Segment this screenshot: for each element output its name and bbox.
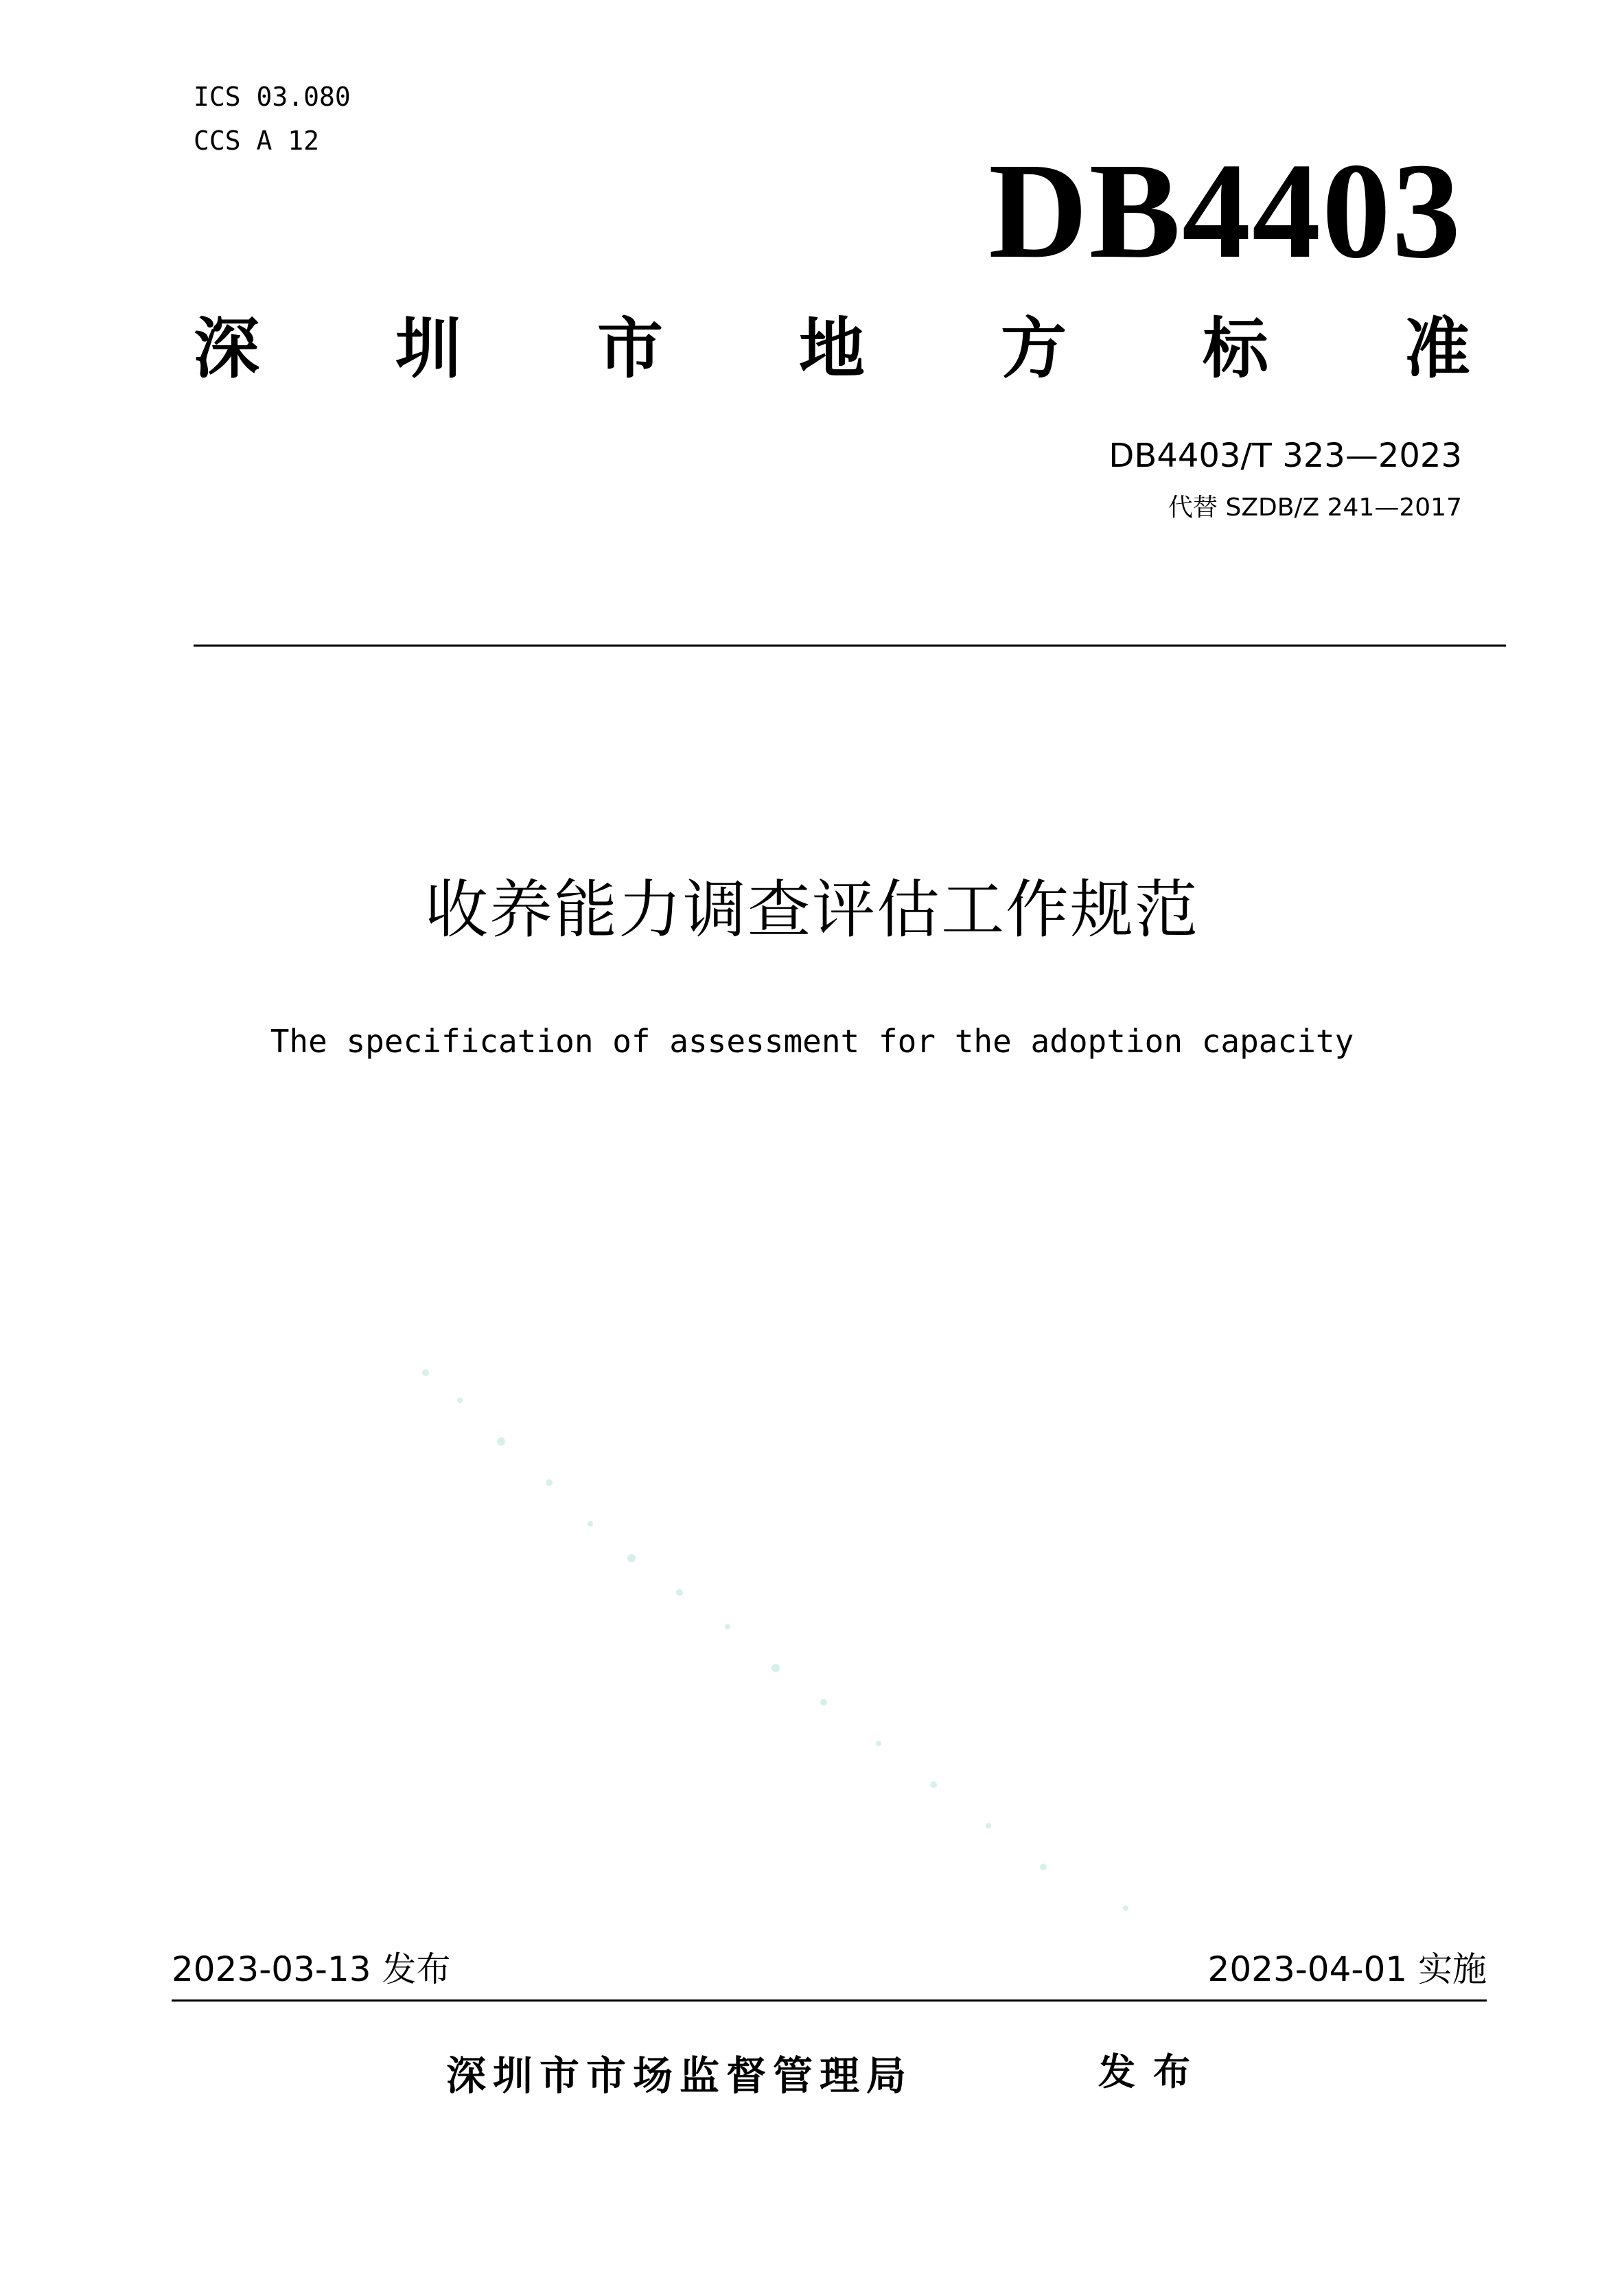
standard-type-char: 深 [194, 310, 259, 387]
implementation-date: 2023-04-01 实施 [1207, 1949, 1487, 1989]
ics-code: ICS 03.080 [194, 82, 351, 112]
issuer-action: 发布 [1098, 2050, 1208, 2094]
issuing-authority: 深圳市市场监督管理局 [446, 2052, 914, 2099]
document-title-chinese: 收养能力调查评估工作规范 [424, 873, 1199, 947]
standard-type-char: 市 [597, 310, 663, 387]
ccs-code: CCS A 12 [194, 126, 320, 156]
standard-type-char: 方 [1001, 310, 1067, 387]
standard-type-char: 地 [799, 310, 865, 387]
standard-type-char: 准 [1404, 310, 1470, 387]
standard-number: DB4403/T 323—2023 [1109, 437, 1462, 475]
replaces-note: 代替 SZDB/Z 241—2017 [1168, 494, 1462, 522]
faint-watermark [384, 1345, 1345, 1963]
bottom-divider [172, 1999, 1487, 2002]
standard-type-char: 圳 [395, 310, 461, 387]
document-title-english: The specification of assessment for the adoption capacity [270, 1023, 1354, 1060]
standard-type-char: 标 [1203, 310, 1268, 387]
top-divider [194, 645, 1506, 647]
issue-date: 2023-03-13 发布 [172, 1949, 451, 1989]
db-code-logo: DB4403 [988, 135, 1462, 287]
standard-type-heading [194, 310, 1470, 387]
